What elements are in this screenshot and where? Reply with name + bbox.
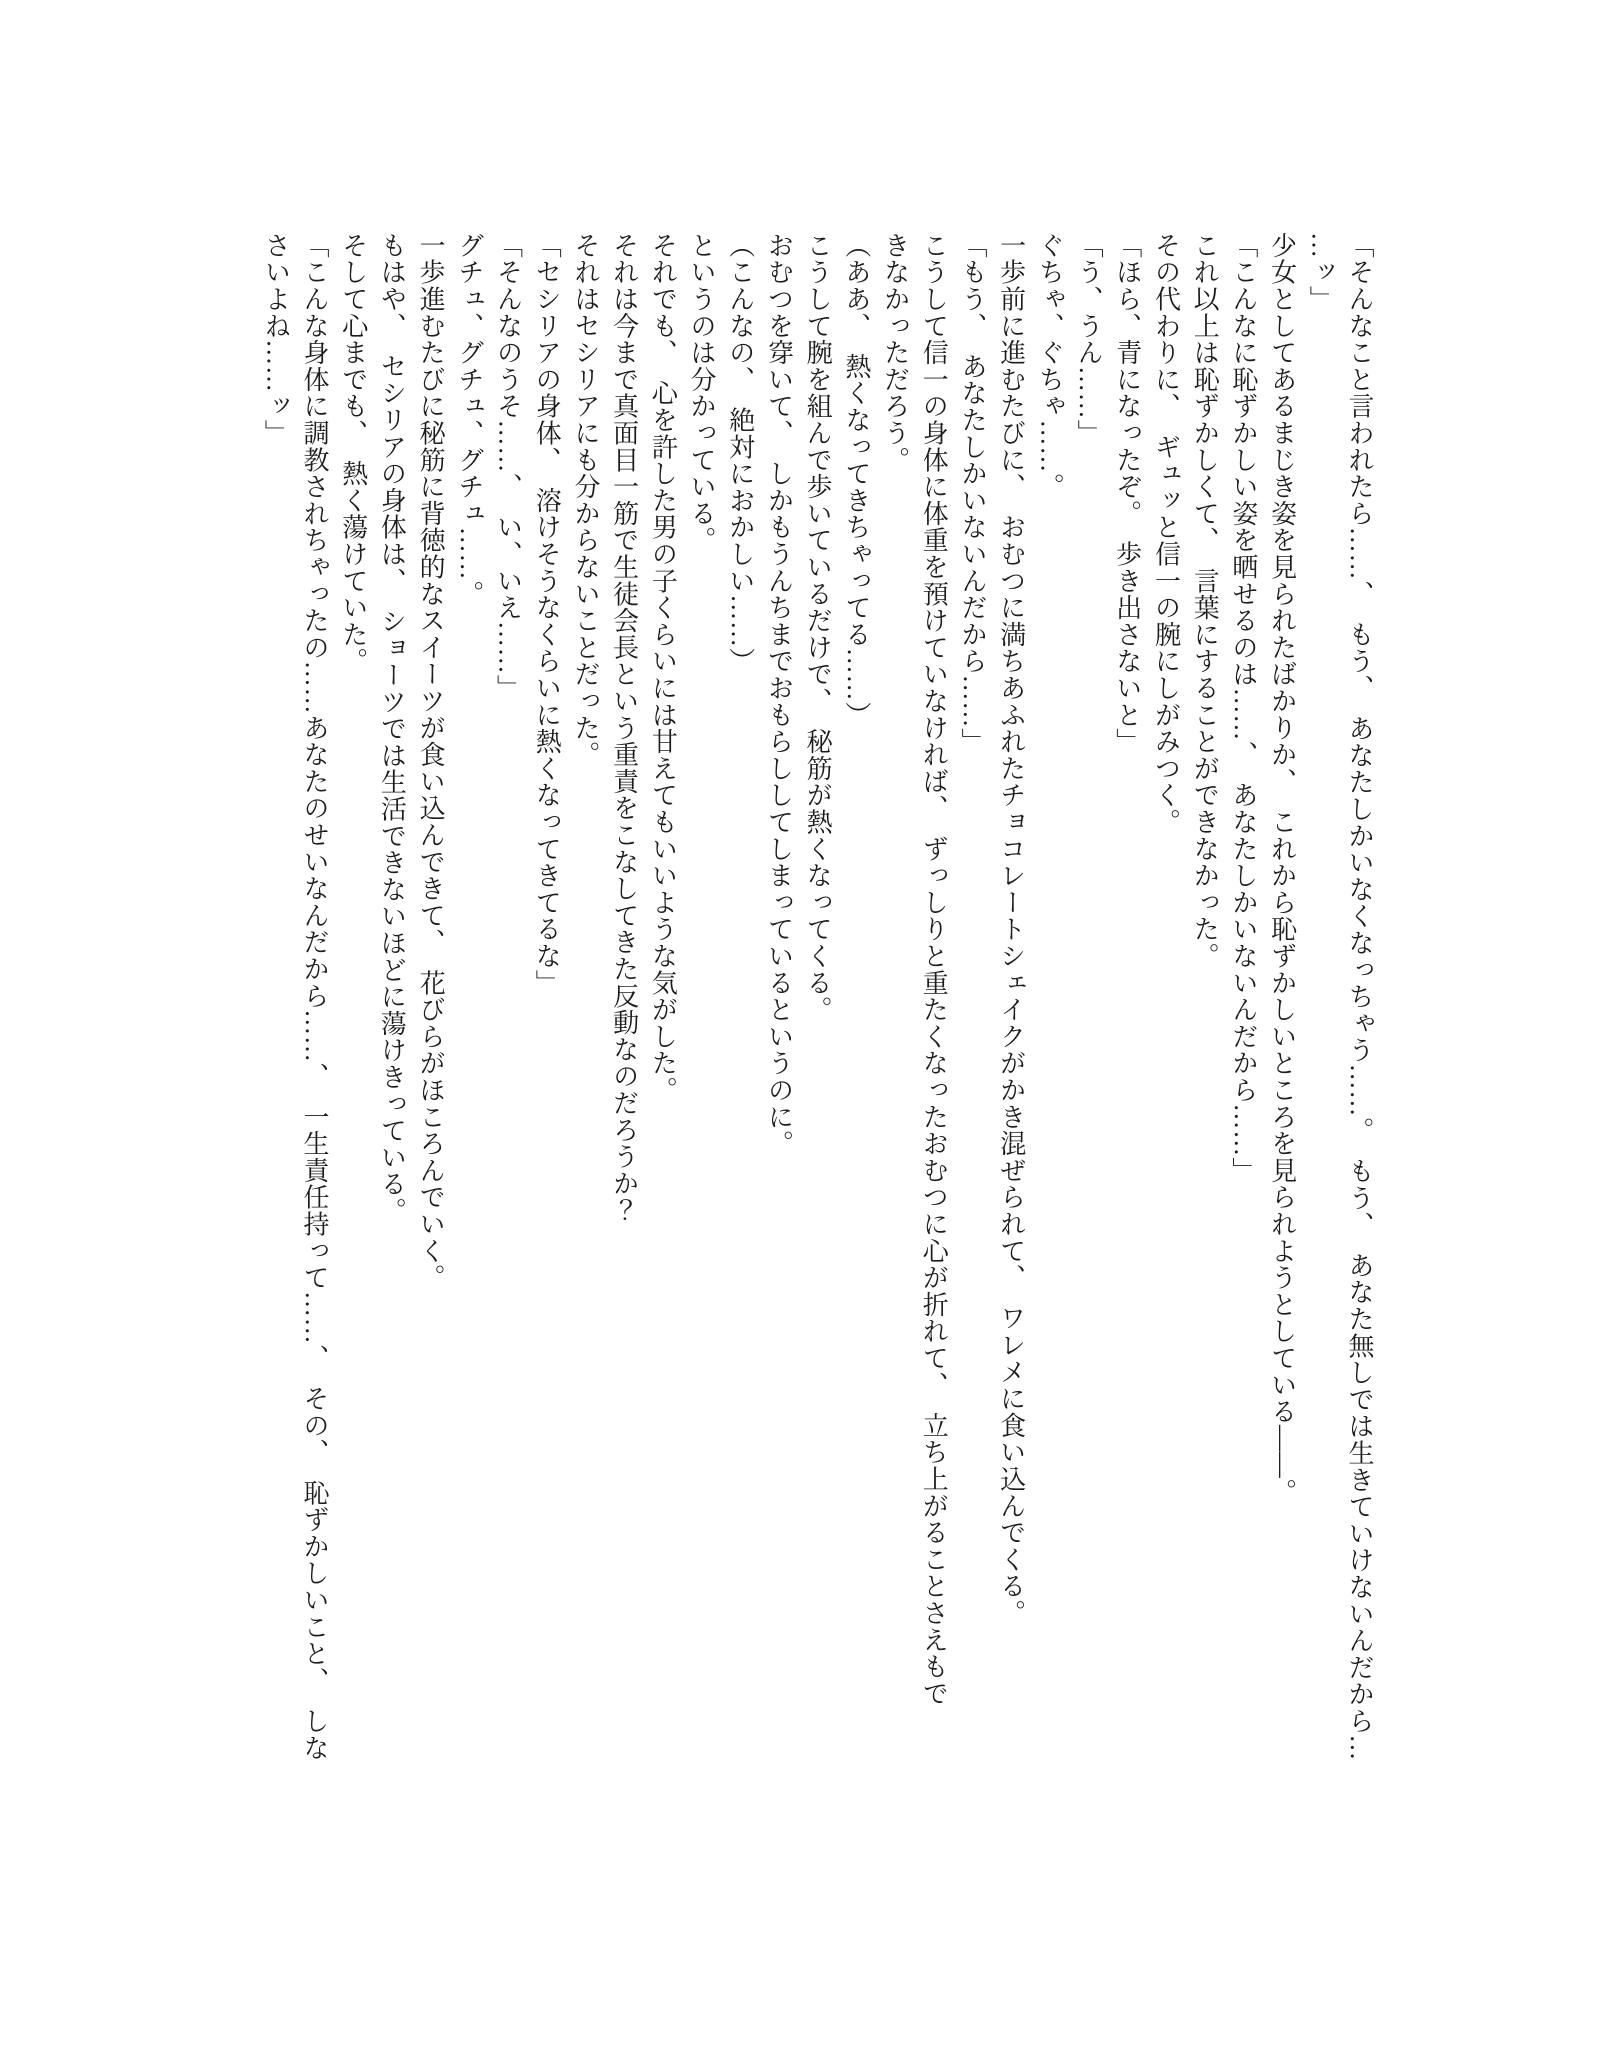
text-line: それはセシリアにも分からないことだった。 (570, 232, 600, 768)
text-line: 少女としてあるまじき姿を見られたばかりか、 これから恥ずかしいところを見られようとしている――。 (1267, 232, 1297, 1506)
text-line: それでも、 心を許した男の子くらいには甘えてもいいような気がした。 (648, 232, 678, 1104)
text-line: 「こんなに恥ずかしい姿を晒せるのは……、 あなたしかいないんだから……」 (1228, 232, 1258, 1184)
text-line: （こんなの、 絶対におかしい……） (725, 232, 755, 675)
text-line: 「そんなのうそ……、 い、いえ……」 (493, 232, 523, 702)
text-line: 一歩前に進むたびに、 おむつに満ちあふれたチョコレートシェイクがかき混ぜられて、 ワレメに食い込んでくる。 (996, 232, 1026, 1627)
text-line: その代わりに、 ギュッと信一の腕にしがみつく。 (1151, 232, 1181, 836)
text-line: （ああ、 熱くなってきちゃってる……） (841, 232, 871, 729)
text-line: グチュ、グチュ、グチュ……。 (454, 232, 484, 608)
text-line: 「う、うん……」 (1074, 232, 1104, 447)
text-line: ぐちゃ、ぐちゃ……。 (1035, 232, 1065, 500)
text-line: というのは分かっている。 (687, 232, 717, 554)
text-line: …ッ」 (1306, 232, 1336, 313)
text-line: おむつを穿いて、 しかもうんちまでおもらししてしまっているというのに。 (764, 232, 794, 1157)
text-line: これ以上は恥ずかしくて、 言葉にすることができなかった。 (1190, 232, 1220, 970)
text-line: さいよね……ッ」 (261, 232, 291, 447)
text-line: こうして信一の身体に体重を預けていなければ、 ずっしりと重たくなったおむつに心が折れて、 立ち上がることさえもで (919, 232, 949, 1707)
vertical-text-block (256, 232, 1378, 2071)
text-line: そして心までも、 熱く蕩けていた。 (338, 232, 368, 675)
text-line: 「セシリアの身体、 溶けそうなくらいに熱くなってきてるな」 (532, 232, 562, 997)
text-line: 「ほら、青になったぞ。 歩き出さないと」 (1112, 232, 1142, 755)
text-line: 「こんな身体に調教されちゃったの……あなたのせいなんだから……、 一生責任持って……、 その、 恥ずかしいこと、 しな (300, 232, 330, 1762)
text-line: 一歩進むたびに秘筋に背徳的なスイーツが食い込んできて、 花びらがほころんでいく。 (416, 232, 446, 1291)
text-line: 「そんなこと言われたら……、 もう、 あなたしかいなくなっちゃう……。 もう、 あなた無しでは生きていけないんだから… (1345, 232, 1374, 1762)
text-line: こうして腕を組んで歩いているだけで、 秘筋が熱くなってくる。 (803, 232, 833, 1023)
text-line: きなかっただろう。 (880, 232, 910, 474)
text-line: もはや、 セシリアの身体は、 ショーツでは生活できないほどに蕩けきっている。 (377, 232, 407, 1225)
text-line: それは今まで真面目一筋で生徒会長という重責をこなしてきた反動なのだろうか？ (609, 232, 639, 1224)
text-line: 「もう、 あなたしかいないんだから……」 (957, 232, 987, 755)
